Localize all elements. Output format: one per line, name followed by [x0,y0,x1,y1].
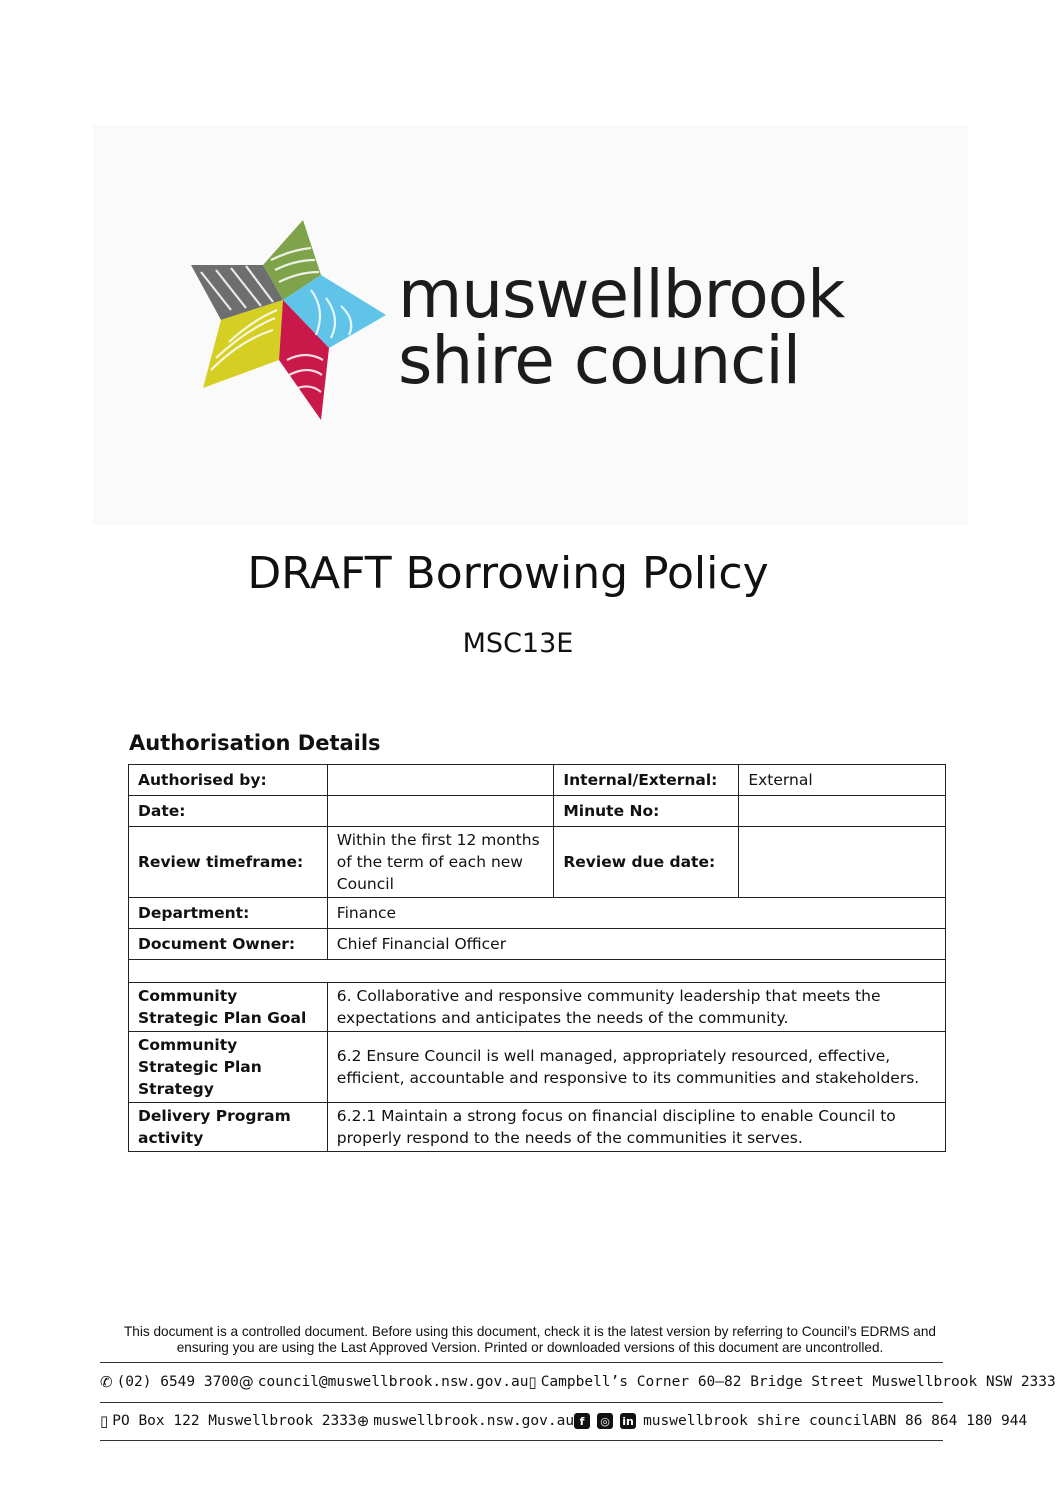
review-due-value [739,827,946,898]
internal-external-value: External [739,765,946,796]
website: muswellbrook.nsw.gov.au [373,1413,575,1429]
footer-divider [100,1362,943,1363]
table-row [129,929,946,960]
table-row [129,796,946,827]
email-item[interactable] [239,1373,529,1391]
table-row [129,765,946,796]
owner-value: Chief Financial Officer [327,929,945,960]
authorisation-heading: Authorisation Details [129,731,381,755]
table-row [129,983,946,1032]
mailbox-icon: ▯ [100,1412,109,1430]
building-icon: ▯ [528,1373,537,1391]
po-box: PO Box 122 Muswellbrook 2333 [112,1413,357,1429]
brand-line-2: shire council [398,322,801,399]
review-timeframe-value: Within the first 12 months of the term of each new Council [327,827,554,898]
table-row-spacer [129,960,946,983]
abn: ABN 86 864 180 944 [870,1413,1028,1429]
po-box-item [100,1412,357,1430]
delivery-label: Delivery Program activity [129,1103,328,1152]
authorised-by-value [327,765,554,796]
csp-strategy-label: Community Strategic Plan Strategy [129,1032,328,1103]
csp-goal-value: 6. Collaborative and responsive community leadership that meets the expectations and anticipates the needs of the community. [327,983,945,1032]
controlled-document-note: This document is a controlled document. Before using this document, check it is the latest version by referring to Council’s EDRMS and ensuring you are using the Last Approved Version. Printed or downloaded versions of this document are uncontrolled. [124,1324,936,1355]
linkedin-icon[interactable]: in [620,1413,636,1429]
date-label: Date: [129,796,328,827]
footer-contact-row-2 [100,1412,1028,1430]
table-row [129,827,946,898]
phone-number: (02) 6549 3700 [116,1374,239,1390]
table-row [129,1103,946,1152]
footer-divider [100,1440,943,1441]
date-value [327,796,554,827]
authorised-by-label: Authorised by: [129,765,328,796]
globe-icon: ⊕ [356,1412,370,1430]
at-icon: @ [238,1373,254,1391]
website-item[interactable] [357,1412,574,1430]
abn-item [870,1413,1027,1429]
social-item[interactable] [574,1413,870,1429]
brand-wordmark [398,256,845,399]
delivery-value: 6.2.1 Maintain a strong focus on financial discipline to enable Council to properly respond to the needs of the communities it serves. [327,1103,945,1152]
footer-contact-row-1 [100,1373,1056,1391]
logo-banner [93,125,968,525]
authorisation-table [128,764,946,1152]
social-handle: muswellbrook shire council [643,1413,871,1429]
department-label: Department: [129,898,328,929]
minute-no-label: Minute No: [554,796,739,827]
review-timeframe-label: Review timeframe: [129,827,328,898]
document-title: DRAFT Borrowing Policy [247,548,769,599]
address-item [528,1373,1055,1391]
review-due-label: Review due date: [554,827,739,898]
document-code: MSC13E [462,628,574,659]
brand-line-1: muswellbrook [398,256,845,333]
csp-strategy-value: 6.2 Ensure Council is well managed, appropriately resourced, effective, efficient, accountable and responsive to its communities and stakeholders. [327,1032,945,1103]
owner-label: Document Owner: [129,929,328,960]
star-logo-icon [191,220,391,430]
email-address: council@muswellbrook.nsw.gov.au [257,1374,529,1390]
department-value: Finance [327,898,945,929]
street-address: Campbell’s Corner 60–82 Bridge Street Muswellbrook NSW 2333 [540,1374,1056,1390]
csp-goal-label: Community Strategic Plan Goal [129,983,328,1032]
instagram-icon[interactable]: ◎ [597,1413,613,1429]
table-row [129,898,946,929]
facebook-icon[interactable]: f [574,1413,590,1429]
phone-icon: ✆ [100,1373,113,1391]
table-row [129,1032,946,1103]
footer-divider [100,1402,943,1403]
phone-item[interactable] [100,1373,239,1391]
internal-external-label: Internal/External: [554,765,739,796]
minute-no-value [739,796,946,827]
